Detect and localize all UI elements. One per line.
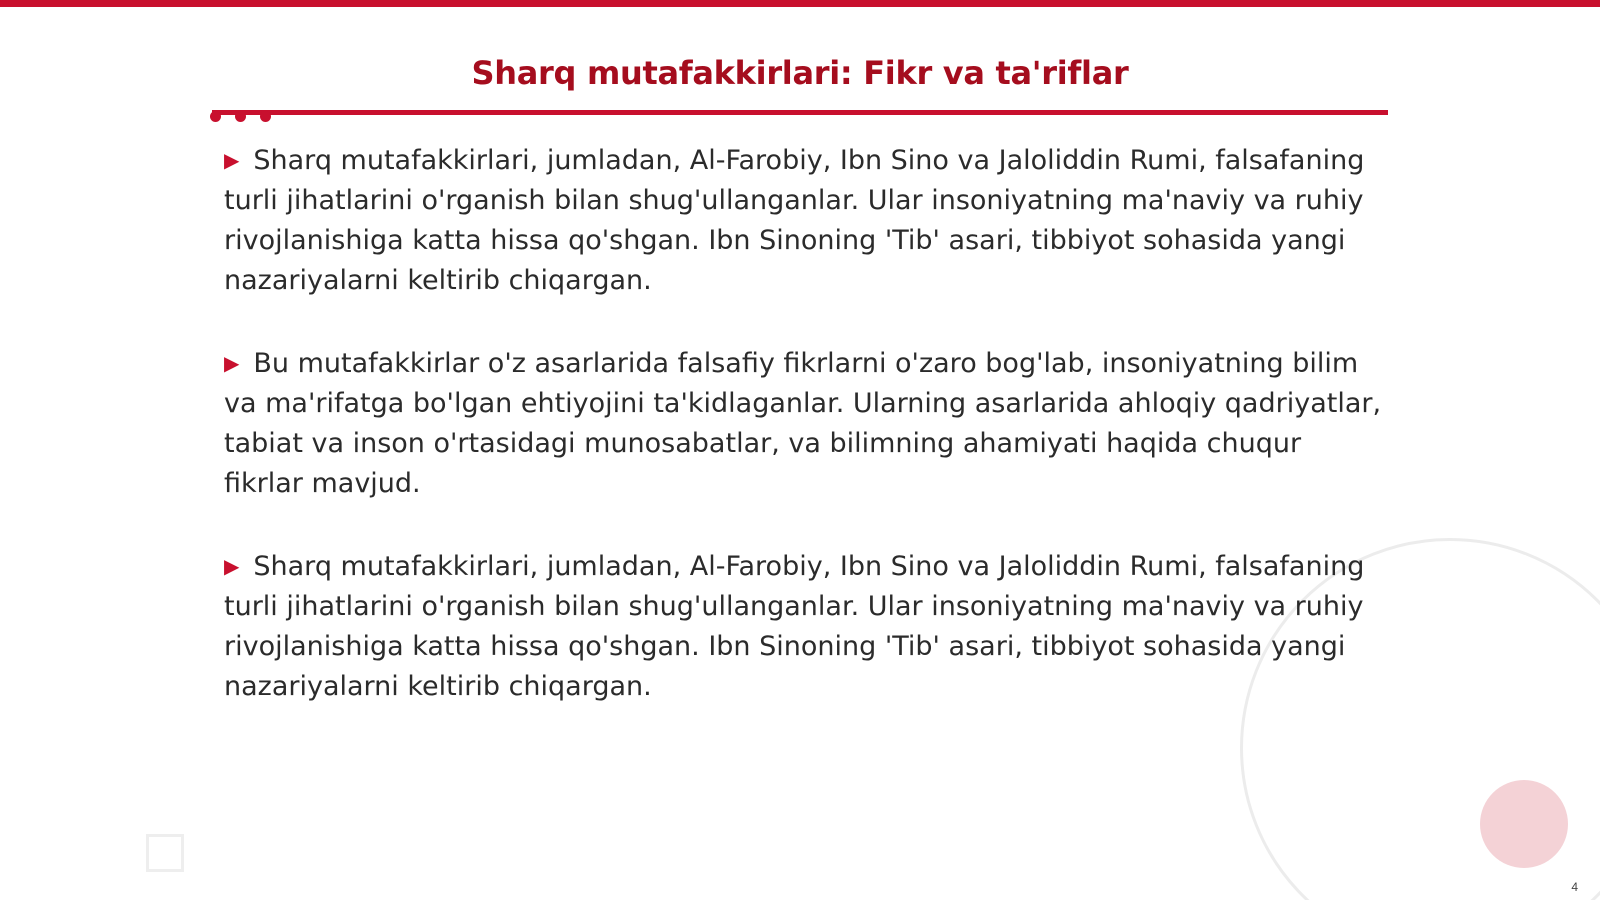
- title-underline: [212, 110, 1388, 115]
- bullet-text: Sharq mutafakkirlari, jumladan, Al-Farobiy, Ibn Sino va Jaloliddin Rumi, falsafaning turli jihatlarini o'rganish bilan shug'ullanganlar. Ular insoniyatning ma'naviy va ruhiy rivojlanishiga katta hissa qo'shgan. Ibn Sinoning 'Tib' asari, tibbiyot sohasida yangi nazariyalarni keltirib chiqargan.: [224, 551, 1365, 702]
- bullet-item: [224, 343, 1388, 504]
- decorative-dot: [210, 111, 221, 122]
- slide-title: Sharq mutafakkirlari: Fikr va ta'riflar: [471, 54, 1129, 92]
- triangle-bullet-icon: ▶: [224, 351, 240, 375]
- triangle-bullet-icon: ▶: [224, 554, 240, 578]
- page-number: 4: [1571, 880, 1578, 894]
- decorative-pink-circle: [1480, 780, 1568, 868]
- bullet-item: [224, 140, 1388, 301]
- bullet-list: [224, 140, 1388, 749]
- bullet-text: Sharq mutafakkirlari, jumladan, Al-Farobiy, Ibn Sino va Jaloliddin Rumi, falsafaning turli jihatlarini o'rganish bilan shug'ullanganlar. Ular insoniyatning ma'naviy va ruhiy rivojlanishiga katta hissa qo'shgan. Ibn Sinoning 'Tib' asari, tibbiyot sohasida yangi nazariyalarni keltirib chiqargan.: [224, 145, 1365, 296]
- triangle-bullet-icon: ▶: [224, 148, 240, 172]
- bullet-item: [224, 546, 1388, 707]
- decorative-square-outline: [146, 834, 184, 872]
- decorative-dot: [235, 111, 246, 122]
- decorative-dot: [260, 111, 271, 122]
- top-accent-bar: [0, 0, 1600, 7]
- bullet-text: Bu mutafakkirlar o'z asarlarida falsafiy fikrlarni o'zaro bog'lab, insoniyatning bilim va ma'rifatga bo'lgan ehtiyojini ta'kidlaganlar. Ularning asarlarida ahloqiy qadriyatlar, tabiat va inson o'rtasidagi munosabatlar, va bilimning ahamiyati haqida chuqur fikrlar mavjud.: [224, 348, 1382, 499]
